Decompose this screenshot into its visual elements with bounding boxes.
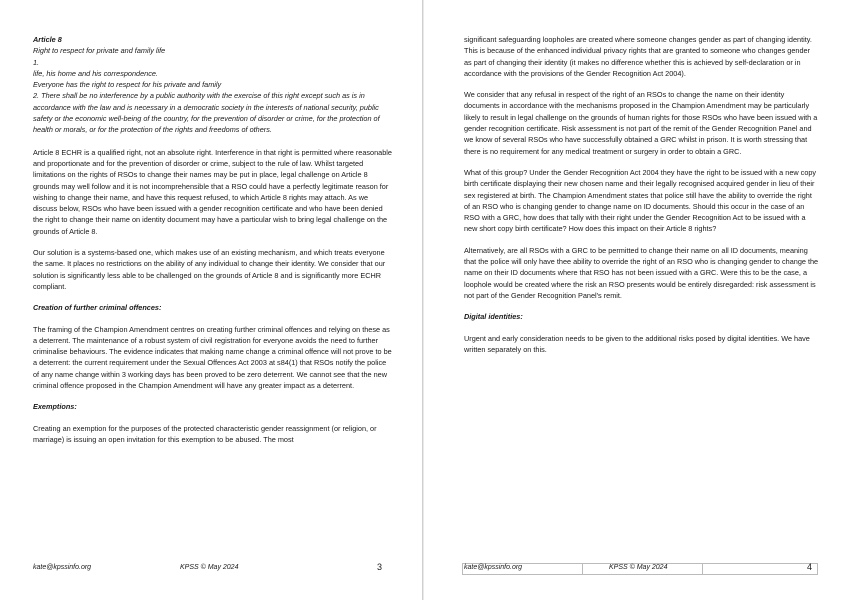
article-8-paragraph-2: 2. There shall be no interference by a public authority with the exercise of this right except such as is in accordance with the law and is necessary in a democratic society in the interests of national security, public safety or the economic well-being of the country, for the prevention of disorder or crime, for the protection of health or morals, or for the protection of the rights and freedoms of others. <box>33 91 380 135</box>
heading-digital-identities: Digital identities: <box>464 312 523 322</box>
footer-cell-3 <box>702 563 818 575</box>
paragraph-framing: The framing of the Champion Amendment centres on creating further criminal offences and relying on these as a deterrent. The maintenance of a robust system of civil registration for everyone avoids the need to further criminalise behaviours. The evidence indicates that making name change a criminal offence will not prove to be a deterrent: the current requirement under the Sexual Offences Act 2003 at s84(1) that RSOs notify the police of any name change within 3 working days has been proved to be zero deterrent. We cannot see that the new criminal offence proposed in the Champion Amendment will have any greater impact as a deterrent. <box>33 324 392 391</box>
article-8-subtitle: Right to respect for private and family life <box>33 46 166 56</box>
page-3-body <box>33 34 393 455</box>
paragraph-loopholes: significant safeguarding loopholes are created where someone changes gender as part of changing identity. This is because of the enhanced individual privacy rights that are granted to someone who changes gender as part of changing their identity (it makes no difference whether this is achieved by self-declaration or in accordance with the provisions of the Gender Recognition Act 2004). <box>464 35 812 78</box>
page-number: 4 <box>807 562 813 572</box>
paragraph-systems-solution: Our solution is a systems-based one, which makes use of an existing mechanism, and which treats everyone the same. It places no restrictions on the ability of any individual to change their identity. We consider that our solution is significantly less able to be challenged on the grounds of Article 8 and is significantly more ECHR compliant. <box>33 248 386 291</box>
heading-criminal-offences: Creation of further criminal offences: <box>33 303 162 313</box>
article-8-title: Article 8 <box>33 35 62 44</box>
paragraph-alternatively: Alternatively, are all RSOs with a GRC to be permitted to change their name on all ID documents, meaning that the police will only have thee ability to override the right of an RSO who is changing gender to change the name on their ID documents where that RSO has not been issued with a GRC. Were this to be the case, a loophole would be created where the risk an RSO presents would be entirely disregarded: risk assessment is not part of the Gender Recognition Panel's remit. <box>464 245 819 300</box>
paragraph-digital: Urgent and early consideration needs to be given to the additional risks posed by digital identities. We have written separately on this. <box>464 333 810 354</box>
paragraph-echr-qualified-right: Article 8 ECHR is a qualified right, not an absolute right. Interference in that right is permitted where reasonable and proportionate and for the prevention of disorder or crime, subject to the rule of law. Whilst targeted limitations on the rights of RSOs to change their names may be put in place, legal challenge on Article 8 grounds may well follow and it is not incomprehensible that a RSO could have a perfectly legitimate reason for wishing to change their name, and have this request refused, to which Article 8 rights may attach. As we discuss below, RSOs who have been issued with a gender recognition certificate and who have been denied the right to change their name on identity document may have a particular wish to bring legal challenge on the grounds of Article 8. <box>33 147 392 236</box>
document-page-4 <box>424 0 843 600</box>
footer-email: kate@kpssinfo.org <box>464 564 523 571</box>
heading-exemptions: Exemptions: <box>33 402 77 412</box>
page-number: 3 <box>377 562 383 572</box>
paragraph-exemption: Creating an exemption for the purposes of the protected characteristic gender reassignment (or religion, or marriage) is issuing an open invitation for this exemption to be abused. The most <box>33 423 377 444</box>
article-8-number: 1. <box>33 57 40 67</box>
article-8-line-b: Everyone has the right to respect for his private and family <box>33 80 222 90</box>
page-4-body <box>464 34 819 365</box>
page-4-footer <box>464 564 819 576</box>
article-8-line-a: life, his home and his correspondence. <box>33 68 158 78</box>
footer-copyright: KPSS © May 2024 <box>609 564 668 571</box>
paragraph-refusal: We consider that any refusal in respect of the right of an RSOs to change the name on their identity documents in accordance with the mechanisms proposed in the Champion Amendment may be particularly likely to result in legal challenge on the grounds of human rights for those RSOs who have been issued with a gender recognition certificate. Risk assessment is not part of the remit of the Gender Recognition Panel and we know of several RSOs who have successfully obtained a GRC whilst in prison. It is worth stressing that there is no requirement for any medical treatment or surgery in order to obtain a GRC. <box>464 90 818 156</box>
footer-copyright: KPSS © May 2024 <box>180 564 239 571</box>
footer-email: kate@kpssinfo.org <box>33 564 92 571</box>
page-3-footer <box>33 564 393 576</box>
paragraph-group: What of this group? Under the Gender Recognition Act 2004 they have the right to be issued with a new copy birth certificate displaying their new chosen name and their legally recognised acquired gender in lieu of their sex registered at birth. The Champion Amendment states that police still have the ability to override the right of an RSO who is changing gender to change name on ID documents. Should this occur in the case of an RSO with a GRC, how does that tally with their right under the Gender Recognition Act to be issued with a new short copy birth certificate? How does this impact on their Article 8 rights? <box>464 167 817 234</box>
